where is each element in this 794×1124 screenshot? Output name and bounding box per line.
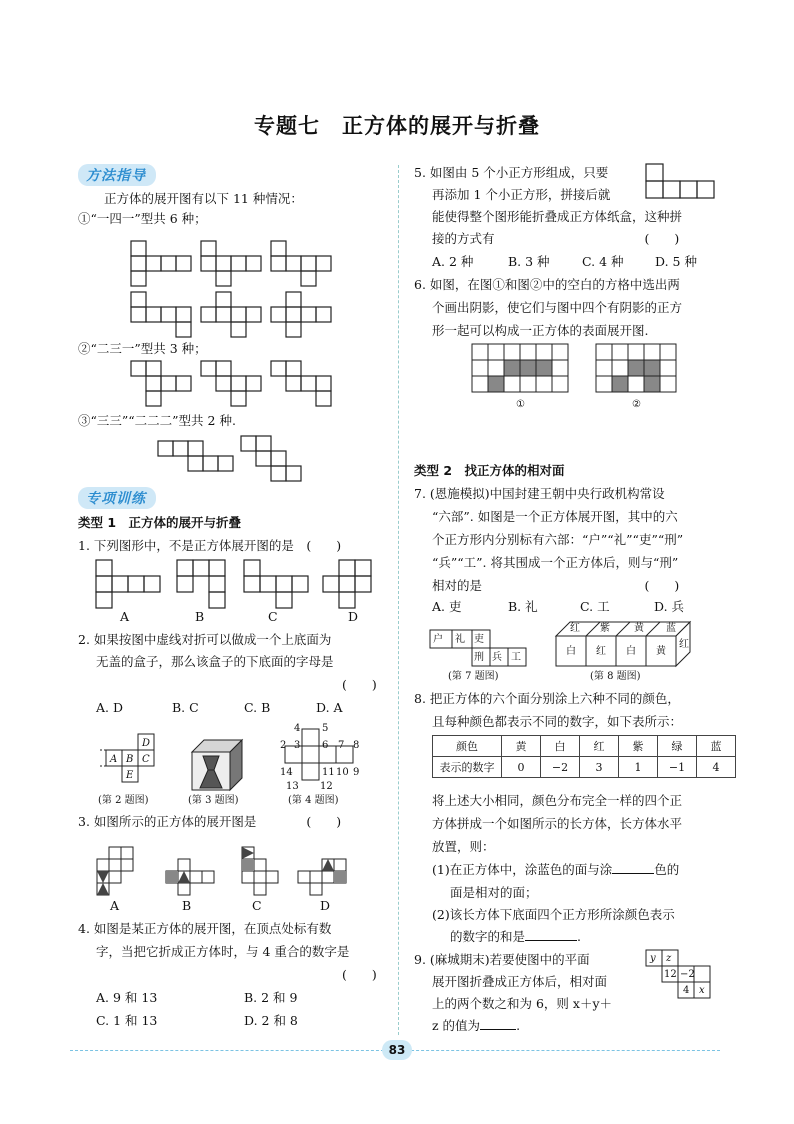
fig9-val-x: x xyxy=(699,985,705,996)
page-title: 专题七 正方体的展开与折叠 xyxy=(254,114,540,138)
q7-option-b: B. 礼 xyxy=(508,599,538,614)
training-badge: 专项训练 xyxy=(78,487,156,509)
question-2-paren: ( ) xyxy=(342,677,377,692)
question-7-line3: 个正方形内分别标有六部：“户”“礼”“吏”“刑” xyxy=(432,532,684,547)
table-cell: 1 xyxy=(619,757,658,778)
fig8-side: 红 xyxy=(679,639,689,650)
fig8-front-4: 黄 xyxy=(656,646,666,657)
question-1: 1. 下列图形中，不是正方体展开图的是 ( ) xyxy=(78,538,342,553)
question-2-line2: 无盖的盒子，那么该盒子的下底面的字母是 xyxy=(96,654,334,669)
question-9-line1: 9. (麻城期末)若要使图中的平面 xyxy=(414,952,590,967)
category-2: 类型 2 找正方体的相对面 xyxy=(414,463,565,478)
fig7-caption: (第 7 题图) xyxy=(448,671,499,682)
type3-text: ③“三三”“二二二”型共 2 种. xyxy=(78,413,236,428)
q1-label-a: A xyxy=(120,609,130,624)
fig2-caption: (第 2 题图) xyxy=(98,795,149,806)
fig8-top-3: 黄 xyxy=(634,623,644,634)
question-8-line2: 且每种颜色都表示不同的数字，如下表所示： xyxy=(432,714,683,729)
q3-label-b: B xyxy=(182,898,192,913)
question-8-line1: 8. 把正方体的六个面分别涂上六种不同的颜色， xyxy=(414,691,680,706)
q8-sub1-a: (1)在正方体中，涂蓝色的面与涂 xyxy=(432,862,613,877)
question-7-line1: 7. (恩施模拟)中国封建王朝中央行政机构常设 xyxy=(414,486,665,501)
q2-option-b: B. C xyxy=(172,700,199,715)
q9-line4-a: z 的值为 xyxy=(432,1018,481,1033)
table-cell: 黄 xyxy=(502,736,541,757)
fig7-char-xing: 刑 xyxy=(474,652,484,663)
fig8-front-1: 白 xyxy=(566,646,576,657)
q1-label-b: B xyxy=(195,609,205,624)
fig4-num-14: 14 xyxy=(280,767,293,778)
question-4-line2: 字，当把它折成正方体时，与 4 重合的数字是 xyxy=(96,944,350,959)
q7-option-d: D. 兵 xyxy=(654,599,685,614)
question-5-line1: 5. 如图由 5 个小正方形组成，只要 xyxy=(414,165,609,180)
method-badge: 方法指导 xyxy=(78,164,156,186)
type2-text: ②“二三一”型共 3 种； xyxy=(78,341,207,356)
question-3: 3. 如图所示的正方体的展开图是 ( ) xyxy=(78,814,342,829)
fig3-caption: (第 3 题图) xyxy=(188,795,239,806)
fig8-front-2: 红 xyxy=(596,646,606,657)
q5-option-a: A. 2 种 xyxy=(432,254,474,269)
q4-option-b: B. 2 和 9 xyxy=(244,990,298,1005)
category-1: 类型 1 正方体的展开与折叠 xyxy=(78,515,242,530)
fig4-num-3: 3 xyxy=(294,740,301,751)
q2-option-c: C. B xyxy=(244,700,271,715)
q1-label-d: D xyxy=(348,609,359,624)
fig2-letter-a: A xyxy=(110,754,118,765)
q1-label-c: C xyxy=(268,609,278,624)
question-8-line3: 将上述大小相同，颜色分布完全一样的四个正 xyxy=(432,793,683,808)
q2-option-d: D. A xyxy=(316,700,343,715)
question-5-line2: 再添加 1 个小正方形，拼接后就 xyxy=(432,187,611,202)
q8-sub2-a: (2)该长方体下底面四个正方形所涂颜色表示 xyxy=(432,907,675,922)
fig9-val-4: 4 xyxy=(683,985,690,996)
q3-label-d: D xyxy=(320,898,331,913)
table-cell: 白 xyxy=(541,736,580,757)
table-cell: 4 xyxy=(697,757,736,778)
q5-option-d: D. 5 种 xyxy=(655,254,697,269)
q8-sub2-b: 的数字的和是 xyxy=(450,929,526,944)
fig2-letter-c: C xyxy=(142,754,150,765)
fig8-front-3: 白 xyxy=(626,646,636,657)
question-7-line2: “六部”. 如图是一个正方体展开图，其中的六 xyxy=(432,509,678,524)
question-8-line4: 方体拼成一个如图所示的长方体，长方体水平 xyxy=(432,816,683,831)
fig8-top-2: 紫 xyxy=(600,623,610,634)
fig4-num-5: 5 xyxy=(322,723,329,734)
question-4-paren: ( ) xyxy=(342,967,377,982)
fig9-val-y: y xyxy=(650,953,656,964)
q8-sub2-c: . xyxy=(577,929,581,944)
q9-line4-b: . xyxy=(516,1018,521,1033)
fig8-top-1: 红 xyxy=(570,623,580,634)
q6-caption-2: ② xyxy=(632,399,641,410)
table-cell: −1 xyxy=(658,757,697,778)
question-6-line2: 个画出阴影，使它们与图中四个有阴影的正方 xyxy=(432,300,683,315)
question-9-line2: 展开图折叠成正方体后，相对面 xyxy=(432,974,608,989)
question-4-line1: 4. 如图是某正方体的展开图，在顶点处标有数 xyxy=(78,921,332,936)
q5-option-b: B. 3 种 xyxy=(508,254,550,269)
table-cell: −2 xyxy=(541,757,580,778)
fig4-num-8: 8 xyxy=(353,740,360,751)
fig7-char-bing: 兵 xyxy=(492,652,502,663)
q3-label-c: C xyxy=(252,898,262,913)
table-cell: 紫 xyxy=(619,736,658,757)
q4-option-d: D. 2 和 8 xyxy=(244,1013,298,1028)
question-6-line3: 形一起可以构成一正方体的表面展开图. xyxy=(432,323,649,338)
question-8-line5: 放置，则： xyxy=(432,839,495,854)
fig4-num-10: 10 xyxy=(336,767,349,778)
fig2-letter-e: E xyxy=(126,770,134,781)
table-cell: 表示的数字 xyxy=(433,757,502,778)
q5-option-c: C. 4 种 xyxy=(582,254,624,269)
fig2-letter-b: B xyxy=(126,754,134,765)
q2-option-a: A. D xyxy=(96,700,123,715)
fig7-char-hu: 户 xyxy=(433,634,443,645)
question-7-line5: 相对的是 ( ) xyxy=(432,578,680,593)
fig9-val-neg2: −2 xyxy=(680,969,695,980)
fig8-caption: (第 8 题图) xyxy=(590,671,641,682)
question-5-line3: 能使得整个图形能折叠成正方体纸盒，这种拼 xyxy=(432,209,683,224)
question-5-line4: 接的方式有 ( ) xyxy=(432,231,680,246)
fig4-num-13: 13 xyxy=(286,781,299,792)
q8-sub1-b: 色的 xyxy=(654,862,680,877)
question-6-line1: 6. 如图，在图①和图②中的空白的方格中选出两 xyxy=(414,277,680,292)
fig4-caption: (第 4 题图) xyxy=(288,795,339,806)
table-cell: 红 xyxy=(580,736,619,757)
q8-sub1-c: 面是相对的面； xyxy=(450,885,538,900)
fig4-num-12: 12 xyxy=(320,781,333,792)
table-cell: 蓝 xyxy=(697,736,736,757)
table-cell: 3 xyxy=(580,757,619,778)
q4-option-a: A. 9 和 13 xyxy=(96,990,158,1005)
fig4-num-6: 6 xyxy=(322,740,329,751)
q4-option-c: C. 1 和 13 xyxy=(96,1013,158,1028)
table-cell: 颜色 xyxy=(433,736,502,757)
type1-text: ①“一四一”型共 6 种； xyxy=(78,211,207,226)
page-number: 83 xyxy=(382,1040,412,1060)
fig4-num-2: 2 xyxy=(280,740,287,751)
fig4-num-4: 4 xyxy=(294,723,301,734)
q6-caption-1: ① xyxy=(516,399,525,410)
fig7-char-li2: 吏 xyxy=(474,634,484,645)
question-7-line4: “兵”“工”. 将其围成一个正方体后，则与“刑” xyxy=(432,555,679,570)
table-cell: 绿 xyxy=(658,736,697,757)
question-9-line3: 上的两个数之和为 6，则 x＋y＋ xyxy=(432,996,613,1011)
q7-option-a: A. 吏 xyxy=(432,599,462,614)
table-cell: 0 xyxy=(502,757,541,778)
fig4-num-7: 7 xyxy=(338,740,345,751)
method-intro: 正方体的展开图有以下 11 种情况： xyxy=(104,191,303,206)
fig7-char-li: 礼 xyxy=(455,634,465,645)
fig4-num-11: 11 xyxy=(322,767,335,778)
fig4-num-9: 9 xyxy=(353,767,360,778)
fig7-char-gong: 工 xyxy=(511,652,521,663)
fig9-val-12: 12 xyxy=(664,969,677,980)
fig9-val-z: z xyxy=(666,953,672,964)
fig8-top-4: 蓝 xyxy=(666,623,676,634)
fig2-letter-d: D xyxy=(142,738,151,749)
q3-label-a: A xyxy=(110,898,120,913)
question-2-line1: 2. 如果按图中虚线对折可以做成一个上底面为 xyxy=(78,632,332,647)
q7-option-c: C. 工 xyxy=(580,599,610,614)
